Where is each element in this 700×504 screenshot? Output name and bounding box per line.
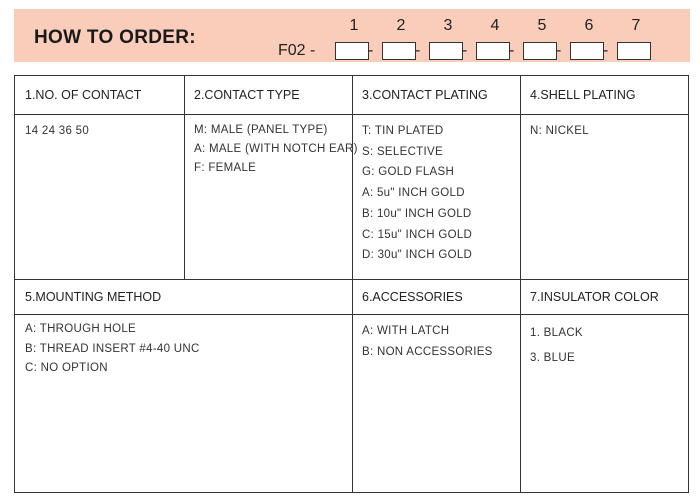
list-item: M: MALE (PANEL TYPE) (194, 124, 328, 136)
accessories-list (362, 321, 493, 362)
contact-type-list (194, 121, 358, 178)
list-item: B: 10u" INCH GOLD (362, 207, 472, 220)
code-box (429, 42, 463, 60)
code-box (617, 42, 651, 60)
heading-insulator-color: 7.INSULATOR COLOR (530, 290, 659, 304)
mounting-method-list (25, 320, 200, 379)
heading-mounting-method: 5.MOUNTING METHOD (25, 290, 162, 304)
code-separator: - (462, 42, 468, 59)
list-item: A: MALE (WITH NOTCH EAR) (194, 143, 358, 155)
code-separator: - (509, 42, 515, 59)
shell-plating-list (530, 121, 589, 142)
code-box (335, 42, 369, 60)
code-separator: - (603, 42, 609, 59)
list-item: B: THREAD INSERT #4-40 UNC (25, 342, 200, 355)
list-item: 1. BLACK (530, 327, 583, 339)
position-number: 2 (396, 17, 406, 34)
code-separator: - (368, 42, 374, 59)
list-item: F: FEMALE (194, 162, 257, 174)
list-item: C: NO OPTION (25, 362, 108, 374)
options-table (14, 75, 689, 493)
part-prefix: F02 - (278, 42, 316, 59)
order-header (14, 9, 690, 62)
list-item: A: 5u" INCH GOLD (362, 187, 465, 200)
list-item: S: SELECTIVE (362, 145, 443, 158)
list-item: B: NON ACCESSORIES (362, 345, 493, 358)
list-item: D: 30u" INCH GOLD (362, 249, 473, 262)
heading-shell-plating: 4.SHELL PLATING (530, 88, 636, 102)
position-number: 1 (349, 17, 359, 34)
list-item: 3. BLUE (530, 352, 575, 364)
contact-count-list (25, 121, 89, 142)
code-box (476, 42, 510, 60)
heading-contact-plating: 3.CONTACT PLATING (362, 88, 488, 102)
position-number: 6 (584, 17, 594, 34)
heading-no-of-contact: 1.NO. OF CONTACT (25, 88, 142, 102)
position-number: 7 (631, 17, 641, 34)
code-box (570, 42, 604, 60)
code-separator: - (556, 42, 562, 59)
column-divider (184, 76, 185, 279)
list-item: C: 15u" INCH GOLD (362, 228, 473, 241)
insulator-color-list (530, 321, 583, 371)
list-item: T: TIN PLATED (362, 125, 444, 137)
position-number: 3 (443, 17, 453, 34)
list-item: A: THROUGH HOLE (25, 323, 136, 335)
list-item: G: GOLD FLASH (362, 166, 455, 179)
code-box (523, 42, 557, 60)
heading-accessories: 6.ACCESSORIES (362, 290, 463, 304)
list-item: N: NICKEL (530, 125, 589, 137)
page-title: HOW TO ORDER: (34, 27, 196, 48)
code-box (382, 42, 416, 60)
list-item: 14 24 36 50 (25, 125, 90, 137)
position-number: 4 (490, 17, 500, 34)
code-separator: - (415, 42, 421, 59)
position-number: 5 (537, 17, 547, 34)
list-item: A: WITH LATCH (362, 325, 450, 337)
contact-plating-list (362, 121, 472, 266)
column-divider (520, 76, 521, 492)
heading-contact-type: 2.CONTACT TYPE (194, 88, 300, 102)
code-slot-7 (603, 17, 673, 59)
